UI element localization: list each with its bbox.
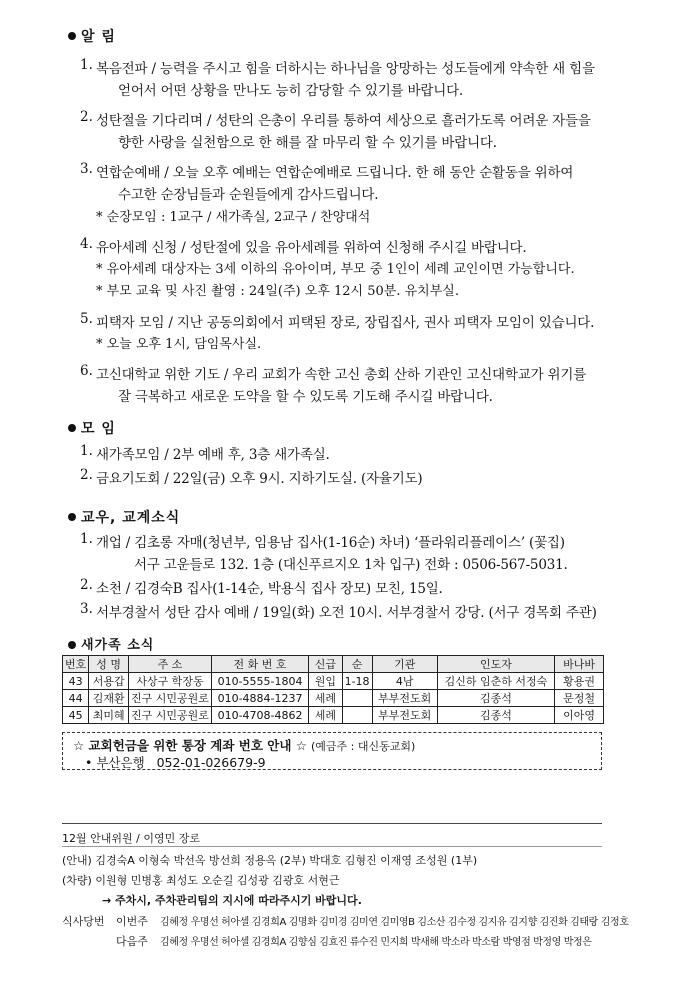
table-cell: 김종석 bbox=[437, 690, 554, 707]
table-row bbox=[63, 673, 604, 690]
table-cell: 이아영 bbox=[555, 707, 604, 724]
table-cell: 진구 시민공원로 bbox=[129, 707, 212, 724]
table-cell: 김재환 bbox=[89, 690, 129, 707]
table-cell: 1-18 bbox=[342, 673, 372, 690]
table-cell: 43 bbox=[63, 673, 89, 690]
guide-title: 12월 안내위원 / 이영민 장로 bbox=[62, 832, 200, 845]
meeting-2: 금요기도회 / 22일(금) 오후 9시. 지하기도실. (자율기도) bbox=[96, 471, 423, 487]
table-cell: 부부전도회 bbox=[372, 690, 437, 707]
column-header: 순 bbox=[342, 656, 372, 673]
meal-row-label: 이번주 bbox=[116, 915, 148, 928]
bullet-icon bbox=[68, 32, 76, 40]
news-3-line1: 서부경찰서 성탄 감사 예배 / 19일(화) 오전 10시. 서부경찰서 강당. (서구 경목회 주관) bbox=[96, 605, 597, 621]
table-cell: 부부전도회 bbox=[372, 707, 437, 724]
notices-heading: 알 림 bbox=[68, 26, 116, 46]
table-cell: 세례 bbox=[309, 707, 342, 724]
notice-2-line2: 향한 사랑을 실천함으로 한 해를 잘 마무리 할 수 있기를 바랍니다. bbox=[118, 135, 497, 151]
account-title: ☆ 교회헌금을 위한 통장 계좌 번호 안내 ☆ bbox=[73, 738, 308, 753]
table-cell bbox=[342, 690, 372, 707]
table-cell: 원입 bbox=[309, 673, 342, 690]
notice-number: 5. bbox=[80, 311, 93, 327]
meal-row-names: 김혜정 우명선 허아셀 김경희A 김향심 김효진 류수진 민지희 박새해 박소라 박소람 박영점 박정영 박정은 bbox=[160, 937, 592, 948]
column-header: 전 화 번 호 bbox=[211, 656, 308, 673]
account-number: • 부산은행 052-01-026679-9 bbox=[85, 755, 266, 770]
notice-number: 4. bbox=[80, 236, 93, 252]
divider bbox=[62, 823, 602, 824]
notice-4-sub2: * 부모 교육 및 사진 촬영 : 24일(주) 오후 12시 50분. 유치부실. bbox=[96, 284, 459, 299]
guide-line: (안내) 김경숙A 이형숙 박선옥 방선희 정용옥 (2부) 박대호 김형진 이재영 조성원 (1부) bbox=[62, 854, 478, 867]
meal-row-label: 다음주 bbox=[116, 935, 148, 948]
table-cell: 45 bbox=[63, 707, 89, 724]
news-number: 1. bbox=[80, 531, 93, 547]
meetings-heading: 모 임 bbox=[68, 418, 116, 438]
news-1-line1: 개업 / 김초롱 자매(청년부, 임용남 집사(1-16순) 차녀) ‘플라워리플레이스’ (꽃집) bbox=[96, 535, 565, 551]
column-header: 성 명 bbox=[89, 656, 129, 673]
notice-3-line2: 수고한 순장님들과 순원들에게 감사드립니다. bbox=[118, 187, 379, 203]
notice-1-line1: 복음전파 / 능력을 주시고 힘을 더하시는 하나님을 앙망하는 성도들에게 약속한 새 힘을 bbox=[96, 61, 595, 77]
bullet-icon bbox=[68, 513, 76, 521]
notice-5-line1: 피택자 모임 / 지난 공동의회에서 피택된 장로, 장립집사, 권사 피택자 모임이 있습니다. bbox=[96, 315, 595, 331]
news-heading: 교우, 교계소식 bbox=[68, 507, 180, 527]
column-header: 주 소 bbox=[129, 656, 212, 673]
table-cell: 010-4884-1237 bbox=[211, 690, 308, 707]
news-number: 2. bbox=[80, 577, 93, 593]
meeting-1: 새가족모임 / 2부 예배 후, 3층 새가족실. bbox=[96, 447, 330, 463]
column-header: 신급 bbox=[309, 656, 342, 673]
notice-number: 1. bbox=[80, 57, 93, 73]
table-cell: 최미혜 bbox=[89, 707, 129, 724]
news-1-line2: 서구 고운들로 132. 1층 (대신푸르지오 1차 입구) 전화 : 0506-567-5031. bbox=[134, 557, 568, 573]
new-family-heading: 새가족 소식 bbox=[68, 634, 154, 653]
meal-label: 식사당번 bbox=[62, 915, 105, 928]
notice-4-line1: 유아세례 신청 / 성탄절에 있을 유아세례를 위하여 신청해 주시길 바랍니다. bbox=[96, 240, 527, 256]
parking-note: → 주차시, 주차관리팀의 지시에 따라주시기 바랍니다. bbox=[102, 894, 362, 907]
account-title-row bbox=[73, 736, 415, 754]
column-header: 번호 bbox=[63, 656, 89, 673]
table-cell: 김종석 bbox=[437, 707, 554, 724]
notice-1-line2: 얻어서 어떤 상황을 만나도 능히 감당할 수 있기를 바랍니다. bbox=[118, 83, 464, 99]
account-holder: (예금주 : 대신동교회) bbox=[311, 740, 416, 753]
column-header: 바나바 bbox=[555, 656, 604, 673]
meeting-number: 2. bbox=[80, 467, 93, 483]
table-cell: 김신하 임춘하 서정숙 bbox=[437, 673, 554, 690]
table-cell: 진구 시민공원로 bbox=[129, 690, 212, 707]
parking-line: (차량) 이원형 민병홍 최성도 오순길 김성광 김광호 서현근 bbox=[62, 874, 340, 887]
table-cell: 세례 bbox=[309, 690, 342, 707]
table-row bbox=[63, 707, 604, 724]
notice-3-line1: 연합순예배 / 오늘 오후 예배는 연합순예배로 드립니다. 한 해 동안 순활동을 위하여 bbox=[96, 165, 574, 181]
bullet-icon bbox=[68, 424, 76, 432]
table-header-row bbox=[63, 656, 604, 673]
notice-6-line1: 고신대학교 위한 기도 / 우리 교회가 속한 고신 총회 산하 기관인 고신대학교가 위기를 bbox=[96, 367, 587, 383]
notice-5-sub1: * 오늘 오후 1시, 담임목사실. bbox=[96, 337, 262, 352]
table-cell: 010-4708-4862 bbox=[211, 707, 308, 724]
column-header: 기관 bbox=[372, 656, 437, 673]
notice-4-sub1: * 유아세례 대상자는 3세 이하의 유아이며, 부모 중 1인이 세례 교인이면 가능합니다. bbox=[96, 262, 575, 277]
notice-3-sub1: * 순장모임 : 1교구 / 새가족실, 2교구 / 찬양대석 bbox=[96, 210, 371, 225]
table-row bbox=[63, 690, 604, 707]
table-cell bbox=[342, 707, 372, 724]
table-cell: 황용권 bbox=[555, 673, 604, 690]
notice-2-line1: 성탄절을 기다리며 / 성탄의 은총이 우리를 통하여 세상으로 흘러가도록 어려운 자들을 bbox=[96, 113, 591, 129]
column-header: 인도자 bbox=[437, 656, 554, 673]
divider bbox=[62, 846, 602, 847]
notice-number: 3. bbox=[80, 161, 93, 177]
table-cell: 서용갑 bbox=[89, 673, 129, 690]
news-number: 3. bbox=[80, 601, 93, 617]
notice-6-line2: 잘 극복하고 새로운 도약을 할 수 있도록 기도해 주시길 바랍니다. bbox=[118, 389, 493, 405]
account-box bbox=[62, 732, 602, 770]
meal-row-names: 김혜정 우명선 허아셀 김경희A 김명화 김미경 김미연 김미영B 김소산 김수정 김지유 김지향 김진화 김태랑 김정호 bbox=[160, 917, 629, 928]
notice-number: 2. bbox=[80, 109, 93, 125]
table-cell: 사상구 학장동 bbox=[129, 673, 212, 690]
meeting-number: 1. bbox=[80, 443, 93, 459]
table-cell: 문정철 bbox=[555, 690, 604, 707]
new-family-table bbox=[62, 655, 604, 724]
bullet-icon bbox=[68, 641, 76, 649]
table-cell: 4남 bbox=[372, 673, 437, 690]
table-cell: 44 bbox=[63, 690, 89, 707]
table-cell: 010-5555-1804 bbox=[211, 673, 308, 690]
news-2-line1: 소천 / 김경숙B 집사(1-14순, 박용식 집사 장모) 모친, 15일. bbox=[96, 581, 443, 597]
notice-number: 6. bbox=[80, 363, 93, 379]
